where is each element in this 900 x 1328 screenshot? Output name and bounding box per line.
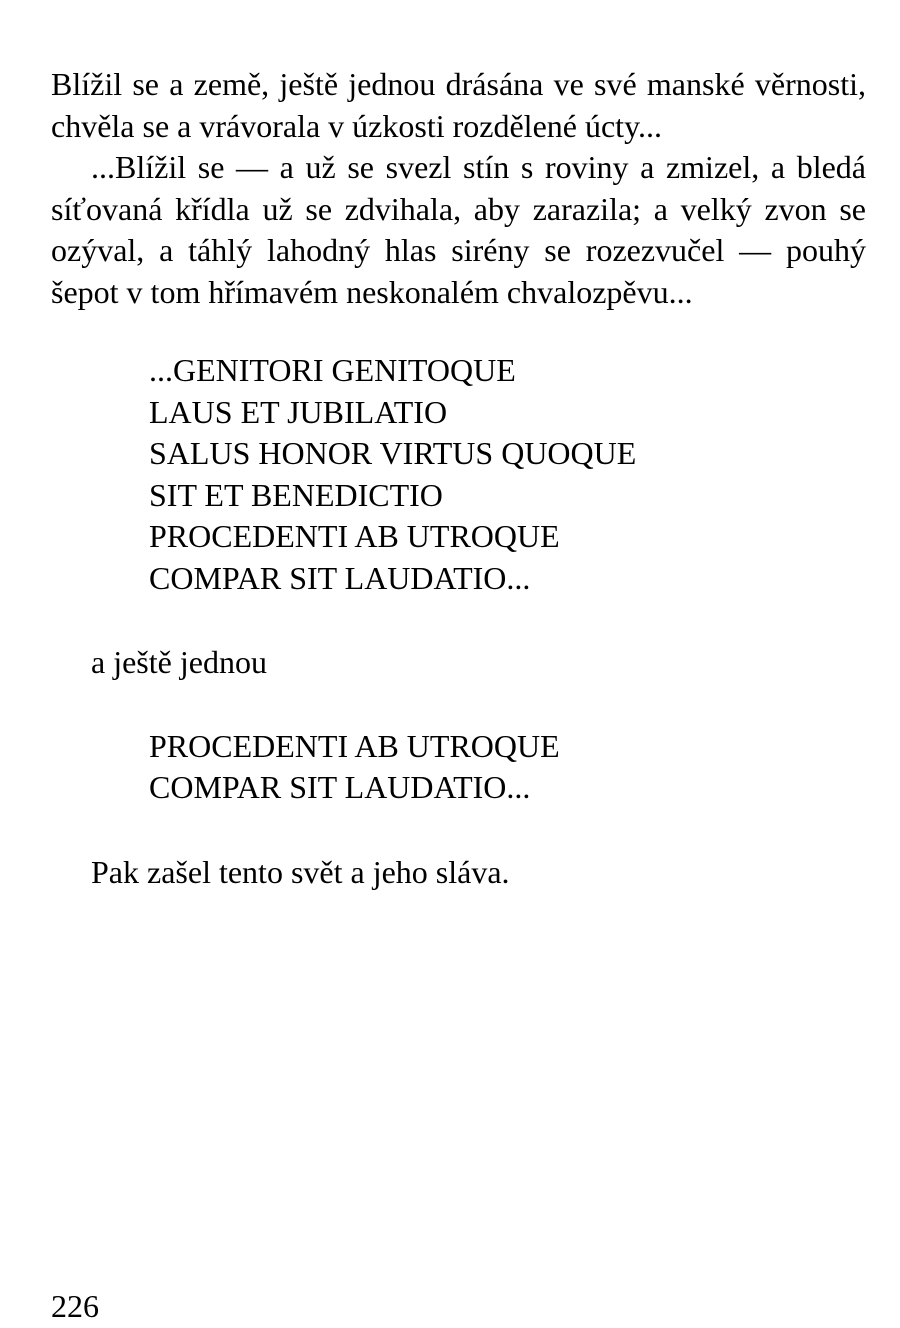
verse-line: ...GENITORI GENITOQUE xyxy=(149,352,516,388)
verse-line: PROCEDENTI AB UTROQUE xyxy=(149,518,560,554)
interlude-line: a ještě jednou xyxy=(91,644,267,680)
verse-line: SALUS HONOR VIRTUS QUOQUE xyxy=(149,435,637,471)
closing-line: Pak zašel tento svět a jeho sláva. xyxy=(91,853,510,890)
verse-line: PROCEDENTI AB UTROQUE xyxy=(149,727,560,764)
page-number: 226 xyxy=(51,1288,99,1324)
verse-line: SIT ET BENEDICTIO xyxy=(149,476,443,513)
verse-line: LAUS ET JUBILATIO xyxy=(149,393,448,430)
verse-line: COMPAR SIT LAUDATIO... xyxy=(149,769,531,805)
latin-verse-second xyxy=(149,726,866,809)
paragraph-intro: Blížil se a země, ještě jednou drásána ve své manské věrnosti, chvěla se a vrávorala v úzkosti rozdělené úcty... xyxy=(51,66,866,144)
latin-verse-first xyxy=(149,350,866,599)
page-body xyxy=(51,64,866,893)
verse-line: COMPAR SIT LAUDATIO... xyxy=(149,559,531,596)
paragraph-approach: ...Blížil se — a už se svezl stín s roviny a zmizel, a bledá síťovaná křídla už se zdvihala, aby zarazila; a velký zvon se ozýval, a táhlý lahodný hlas sirény se rozezvučel — pouhý šepot v tom hřímavém neskonalém chvalozpěvu... xyxy=(51,149,866,310)
